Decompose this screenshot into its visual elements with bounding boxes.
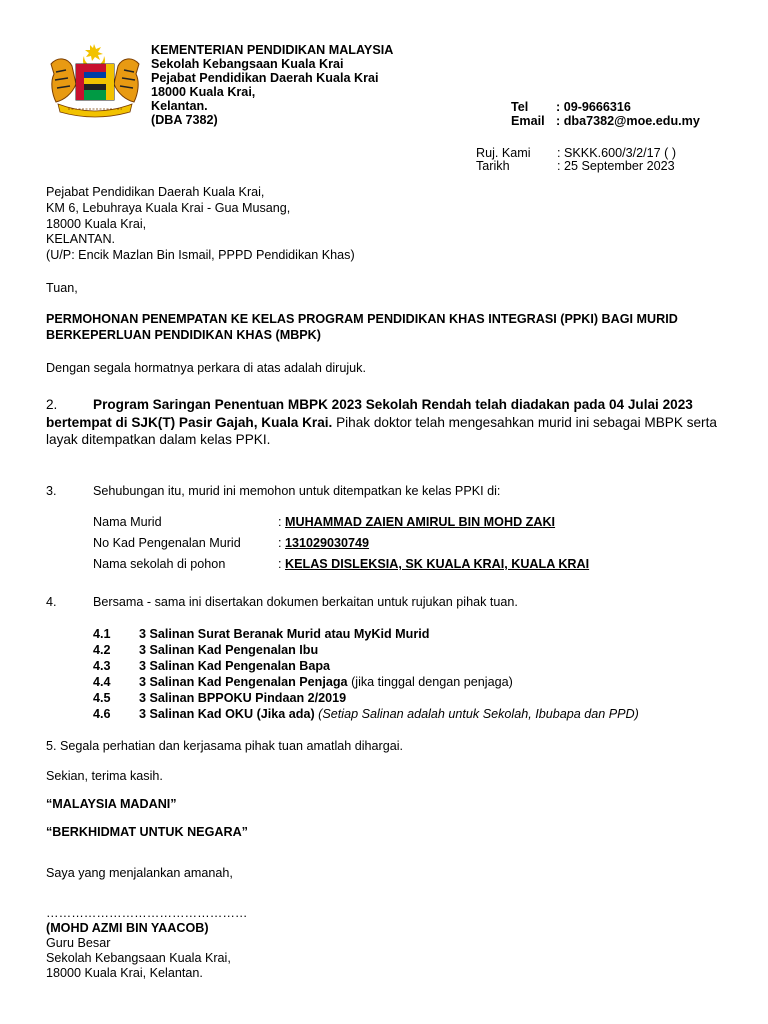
signature-block (46, 906, 248, 981)
signatory-org: Sekolah Kebangsaan Kuala Krai, (46, 951, 231, 965)
signatory-address: 18000 Kuala Krai, Kelantan. (46, 966, 203, 980)
ministry-name: KEMENTERIAN PENDIDIKAN MALAYSIA (151, 43, 394, 57)
document-list-item: 4.5 3 Salinan BPPOKU Pindaan 2/2019 (93, 691, 347, 705)
email-value: : dba7382@moe.edu.my (556, 114, 700, 128)
paragraph-4-text: Bersama - sama ini disertakan dokumen berkaitan untuk rujukan pihak tuan. (93, 595, 518, 609)
school-name: Sekolah Kebangsaan Kuala Krai (151, 57, 344, 71)
paragraph-number: 2. (46, 397, 58, 412)
field-label: Nama Murid (93, 515, 162, 529)
slogan-malaysia-madani: “MALAYSIA MADANI” (46, 797, 177, 811)
salutation: Tuan, (46, 281, 78, 295)
signature-line: ………………………………………… (46, 906, 248, 920)
postcode-town: 18000 Kuala Krai, (151, 85, 256, 99)
signoff-line: Saya yang menjalankan amanah, (46, 866, 233, 880)
school-code: (DBA 7382) (151, 113, 218, 127)
recipient-address (46, 185, 355, 264)
slogan-berkhidmat: “BERKHIDMAT UNTUK NEGARA” (46, 825, 248, 839)
email-label: Email (511, 114, 545, 128)
field-value: 131029030749 (285, 536, 370, 550)
recipient-attention: (U/P: Encik Mazlan Bin Ismail, PPPD Pendidikan Khas) (46, 248, 355, 263)
tel-value: : 09-9666316 (556, 100, 631, 114)
district-office: Pejabat Pendidikan Daerah Kuala Krai (151, 71, 379, 85)
state: Kelantan. (151, 99, 208, 113)
field-school: Nama sekolah di pohon : KELAS DISLEKSIA, SK KUALA KRAI, KUALA KRAI (93, 557, 590, 571)
recipient-line: KM 6, Lebuhraya Kuala Krai - Gua Musang, (46, 200, 291, 215)
field-student-name: Nama Murid : MUHAMMAD ZAIEN AMIRUL BIN MOHD ZAKI (93, 515, 556, 529)
paragraph-2-bold: Program Saringan Penentuan MBPK 2023 Sekolah Rendah telah diadakan pada 04 Julai 2023 bertempat di SJK(T) Pasir Gajah, Kuala Krai. (46, 397, 693, 430)
paragraph-number: 3. (46, 484, 57, 498)
date-value: : 25 September 2023 (557, 159, 675, 173)
recipient-line: 18000 Kuala Krai, (46, 216, 147, 231)
date-label: Tarikh (476, 159, 510, 173)
reference-value: : SKKK.600/3/2/17 ( ) (557, 146, 677, 160)
signatory-name: (MOHD AZMI BIN YAACOB) (46, 921, 209, 935)
document-list-item: 4.6 3 Salinan Kad OKU (Jika ada) (Setiap Salinan adalah untuk Sekolah, Ibubapa dan PPD) (93, 707, 639, 721)
field-value: KELAS DISLEKSIA, SK KUALA KRAI, KUALA KRAI (285, 557, 590, 571)
field-value: MUHAMMAD ZAIEN AMIRUL BIN MOHD ZAKI (285, 515, 556, 529)
subject-heading: PERMOHONAN PENEMPATAN KE KELAS PROGRAM PENDIDIKAN KHAS INTEGRASI (PPKI) BAGI MURID BERKEPERLUAN PENDIDIKAN KHAS (MBPK) (46, 312, 678, 342)
paragraph-2 (46, 396, 726, 449)
field-label: No Kad Pengenalan Murid (93, 536, 241, 550)
paragraph-1: Dengan segala hormatnya perkara di atas adalah dirujuk. (46, 361, 366, 375)
signatory-title: Guru Besar (46, 936, 111, 950)
coat-of-arms-logo (46, 42, 144, 118)
document-list-item: 4.2 3 Salinan Kad Pengenalan Ibu (93, 643, 319, 657)
paragraph-5: 5. Segala perhatian dan kerjasama pihak tuan amatlah dihargai. (46, 739, 404, 753)
letterhead-block (151, 43, 393, 127)
email-line (511, 113, 700, 129)
closing-line: Sekian, terima kasih. (46, 769, 163, 783)
document-list-item: 4.4 3 Salinan Kad Pengenalan Penjaga (jika tinggal dengan penjaga) (93, 675, 513, 689)
field-student-ic: No Kad Pengenalan Murid : 131029030749 (93, 536, 370, 550)
paragraph-number: 4. (46, 595, 57, 609)
tel-label: Tel (511, 100, 529, 114)
paragraph-2-text: Pihak doktor telah mengesahkan murid ini sebagai MBPK serta layak ditempatkan dalam kelas PPKI. (46, 414, 717, 447)
reference-label: Ruj. Kami (476, 146, 531, 160)
document-list-item: 4.3 3 Salinan Kad Pengenalan Bapa (93, 659, 331, 673)
document-list-item: 4.1 3 Salinan Surat Beranak Murid atau MyKid Murid (93, 627, 430, 641)
field-label: Nama sekolah di pohon (93, 557, 226, 571)
paragraph-3-text: Sehubungan itu, murid ini memohon untuk ditempatkan ke kelas PPKI di: (93, 484, 501, 498)
date-line (476, 158, 675, 174)
recipient-line: KELANTAN. (46, 232, 116, 247)
recipient-line: Pejabat Pendidikan Daerah Kuala Krai, (46, 185, 265, 199)
